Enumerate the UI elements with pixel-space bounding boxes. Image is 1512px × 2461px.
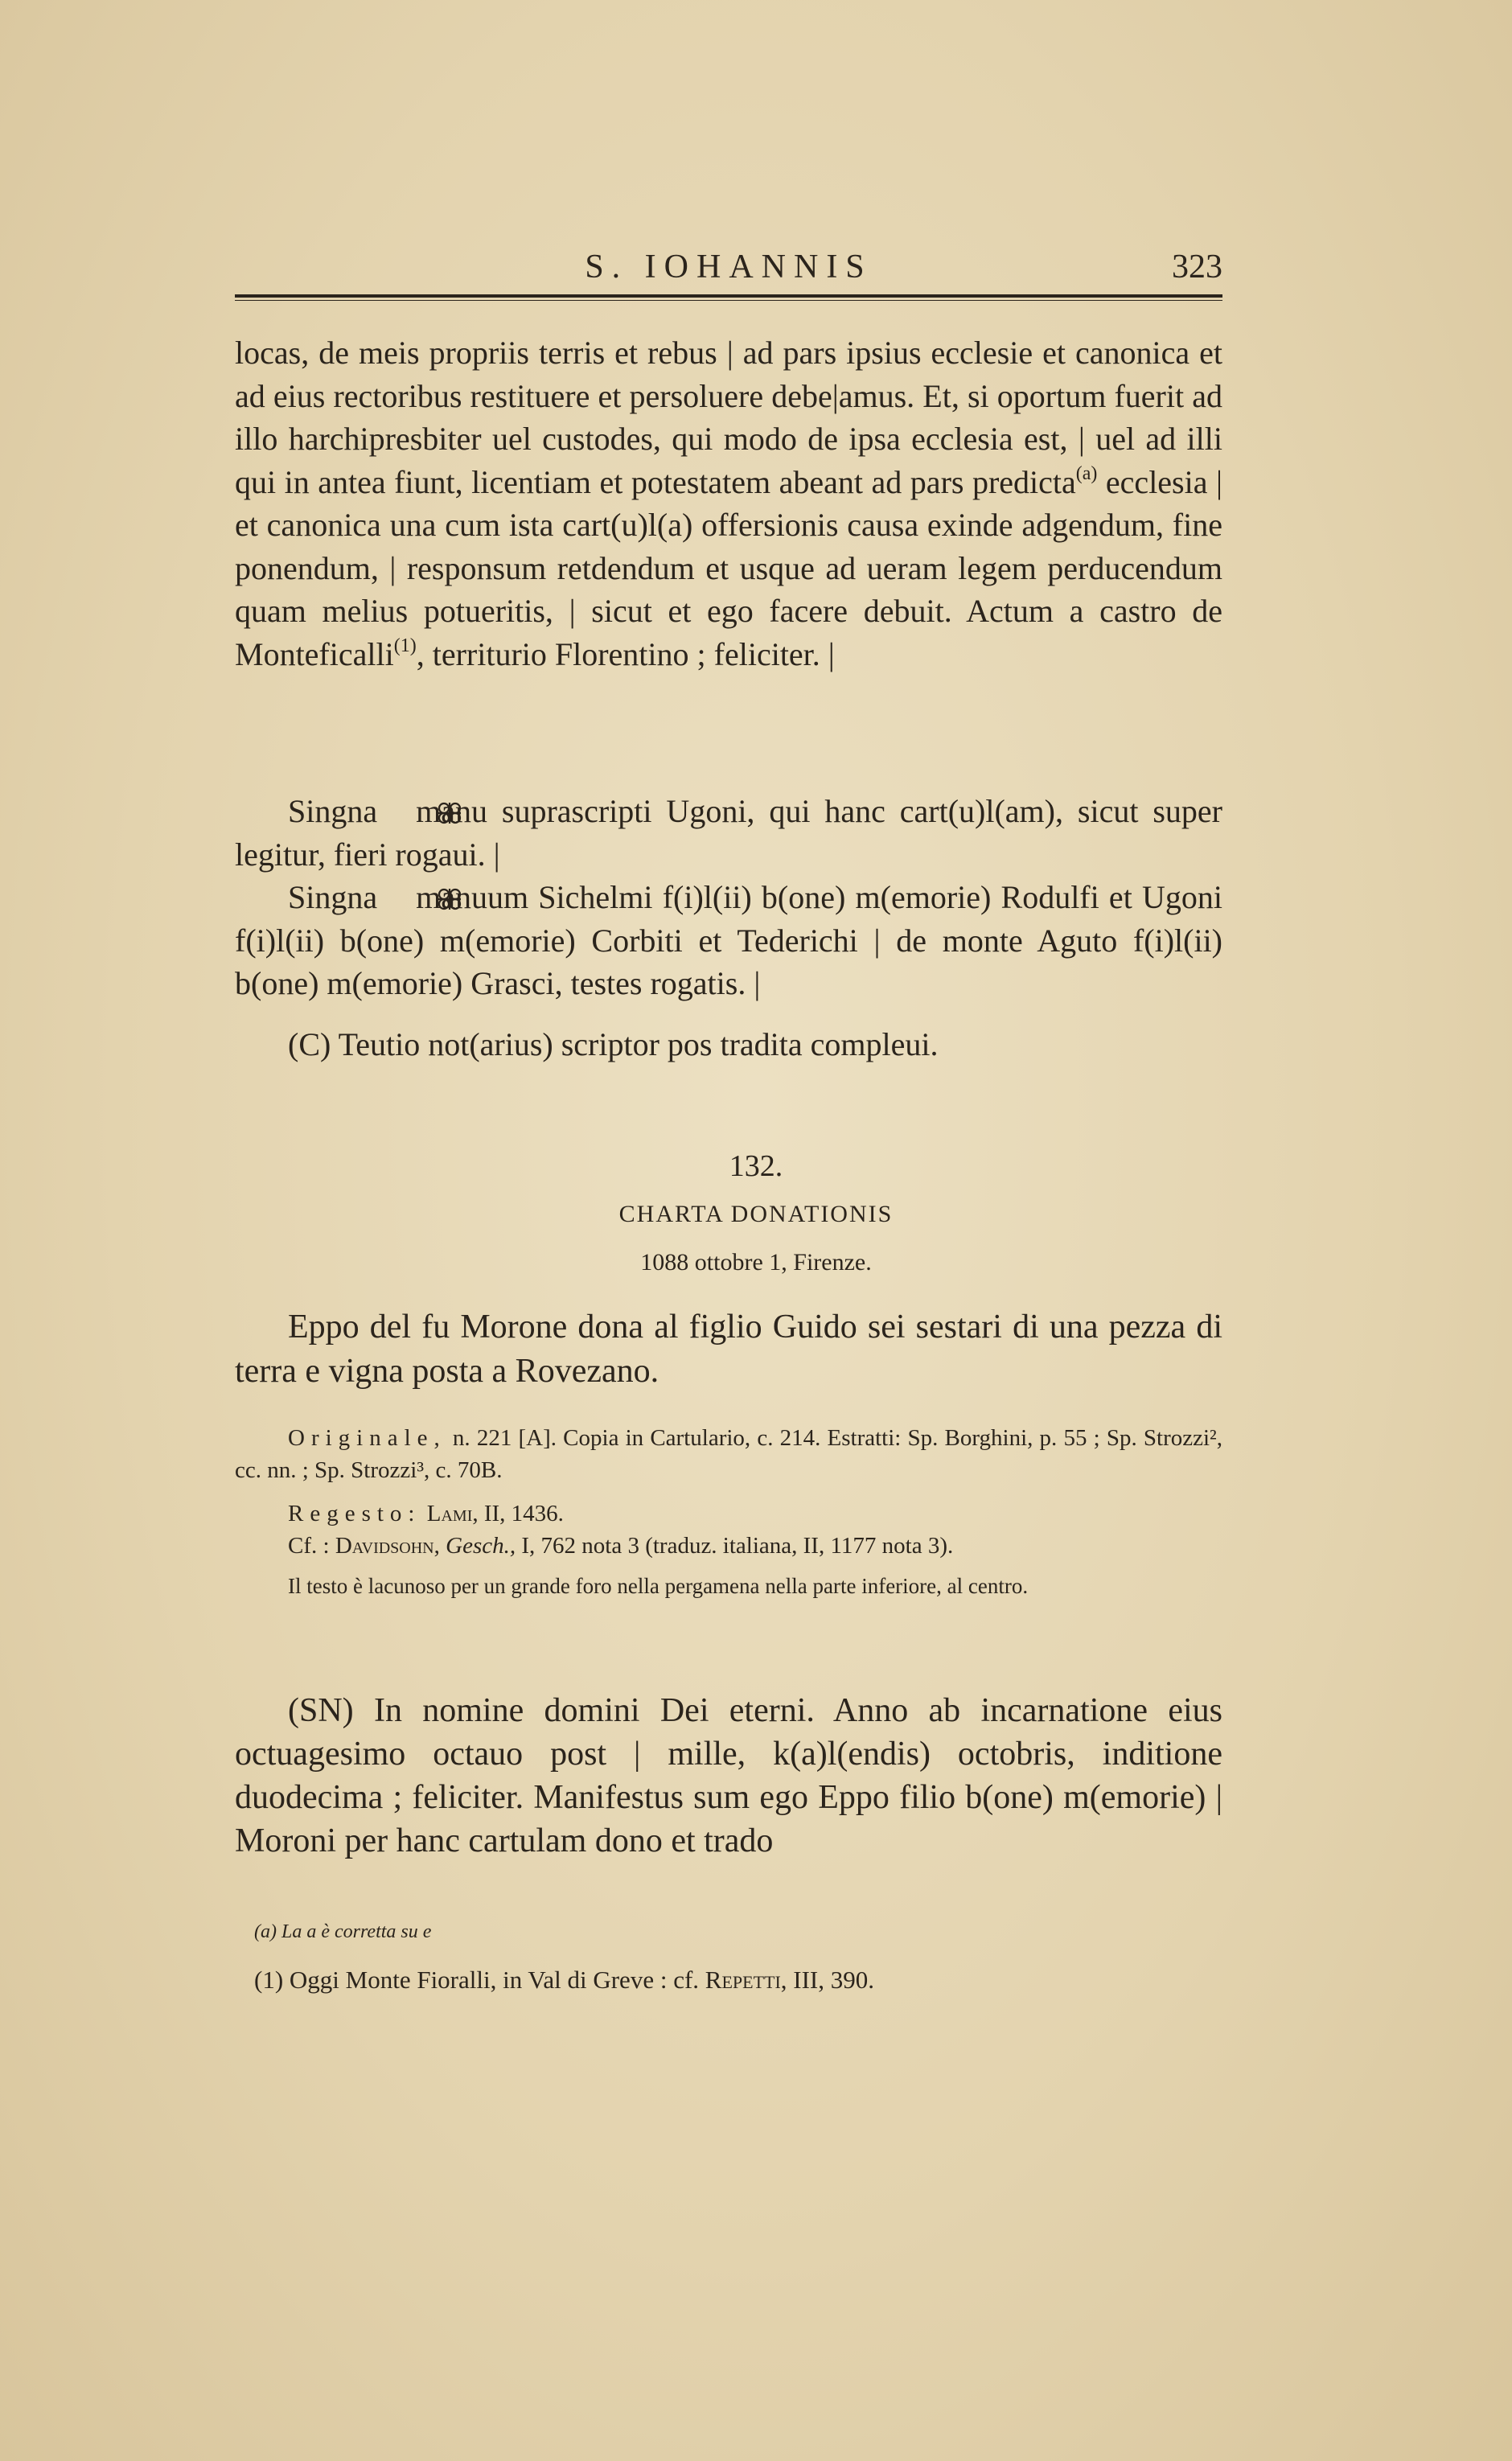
originale-note: Originale, n. 221 [A]. Copia in Cartulario, c. 214. Estratti: Sp. Borghini, p. 55 ; Sp. Strozzi², cc. nn. ; Sp. Strozzi³, c. 70B. — [235, 1425, 1222, 1483]
charter-text: (SN) In nomine domini Dei eterni. Anno ab incarnatione eius octuagesimo octauo post | mille, k(a)l(endis) octobris, inditione duodecima ; feliciter. Manifestus sum ego Eppo filio b(one) m(emorie) | Moroni per hanc cartulam dono et trado — [235, 1692, 1222, 1859]
footnote-ref-a: (a) — [1075, 462, 1098, 484]
notary-line — [235, 1023, 1222, 1066]
header-rule — [235, 294, 1222, 298]
document-number: 132. — [729, 1149, 783, 1183]
signum-cross-icon — [382, 793, 411, 817]
condition-note: Il testo è lacunoso per un grande foro nella pergamena nella parte inferiore, al centro. — [288, 1574, 1029, 1598]
continuation-text — [235, 331, 1222, 676]
apparatus — [235, 1422, 1222, 1604]
paragraph-2: Singna manu suprascripti Ugoni, qui hanc cart(u)l(am), sicut super legitur, fieri rogaui. | — [235, 793, 1222, 873]
footnotes — [254, 1917, 1203, 1996]
footnote-1: (1) Oggi Monte Fioralli, in Val di Greve : cf. Repetti, III, 390. — [254, 1966, 875, 1994]
paragraph-4: (C) Teutio not(arius) scriptor pos tradita compleui. — [288, 1026, 939, 1062]
document-summary: Eppo del fu Morone dona al figlio Guido sei sestari di una pezza di terra e vigna posta a Rovezano. — [235, 1309, 1222, 1390]
running-title: S. IOHANNIS — [585, 249, 873, 286]
footnote-a: (a) La a è corretta su e — [254, 1921, 432, 1942]
signum-cross-icon — [382, 879, 411, 903]
running-header — [235, 243, 1222, 291]
regesto-note: Regesto: Lami, II, 1436. — [288, 1501, 564, 1526]
paragraph-3: Singna manuum Sichelmi f(i)l(ii) b(one) m(emorie) Rodulfi et Ugoni f(i)l(ii) b(one) m(emorie) Corbiti et Tederichi | de monte Aguto f(i)l(ii) b(one) m(emorie) Grasci, testes rogatis. | — [235, 879, 1222, 1001]
header-rule-thin — [235, 300, 1222, 301]
page-number: 323 — [1172, 249, 1222, 286]
document-title: CHARTA DONATIONIS — [618, 1201, 894, 1227]
signatures — [235, 790, 1222, 1005]
paragraph-1: locas, de meis propriis terris et rebus | ad pars ipsius ecclesie et canonica et ad eius rectoribus restituere et persoluere debe|amus. Et, si oportum fuerit ad illo harchipresbiter uel custodes, qui modo de ipsa ecclesia est, | uel ad illi qui in antea fiunt, licentiam et potestatem abeant ad pars predicta$^{(a)}$ ecclesia | et canonica una cum ista cart(u)l(a) offersionis causa exinde adgendum, fine ponendum, | responsum retdendum et usque ad ueram legem perducendum quam melius potueritis, | sicut et ego facere debuit. Actum a castro de Monteficalli$^{(1)}$, territurio Florentino ; feliciter. | — [235, 335, 1223, 672]
cf-note: Cf. : Davidsohn, Gesch., I, 762 nota 3 (traduz. italiana, II, 1177 nota 3). — [288, 1533, 954, 1559]
footnote-ref-1: (1) — [393, 635, 417, 656]
document-date: 1088 ottobre 1, Firenze. — [640, 1249, 872, 1276]
